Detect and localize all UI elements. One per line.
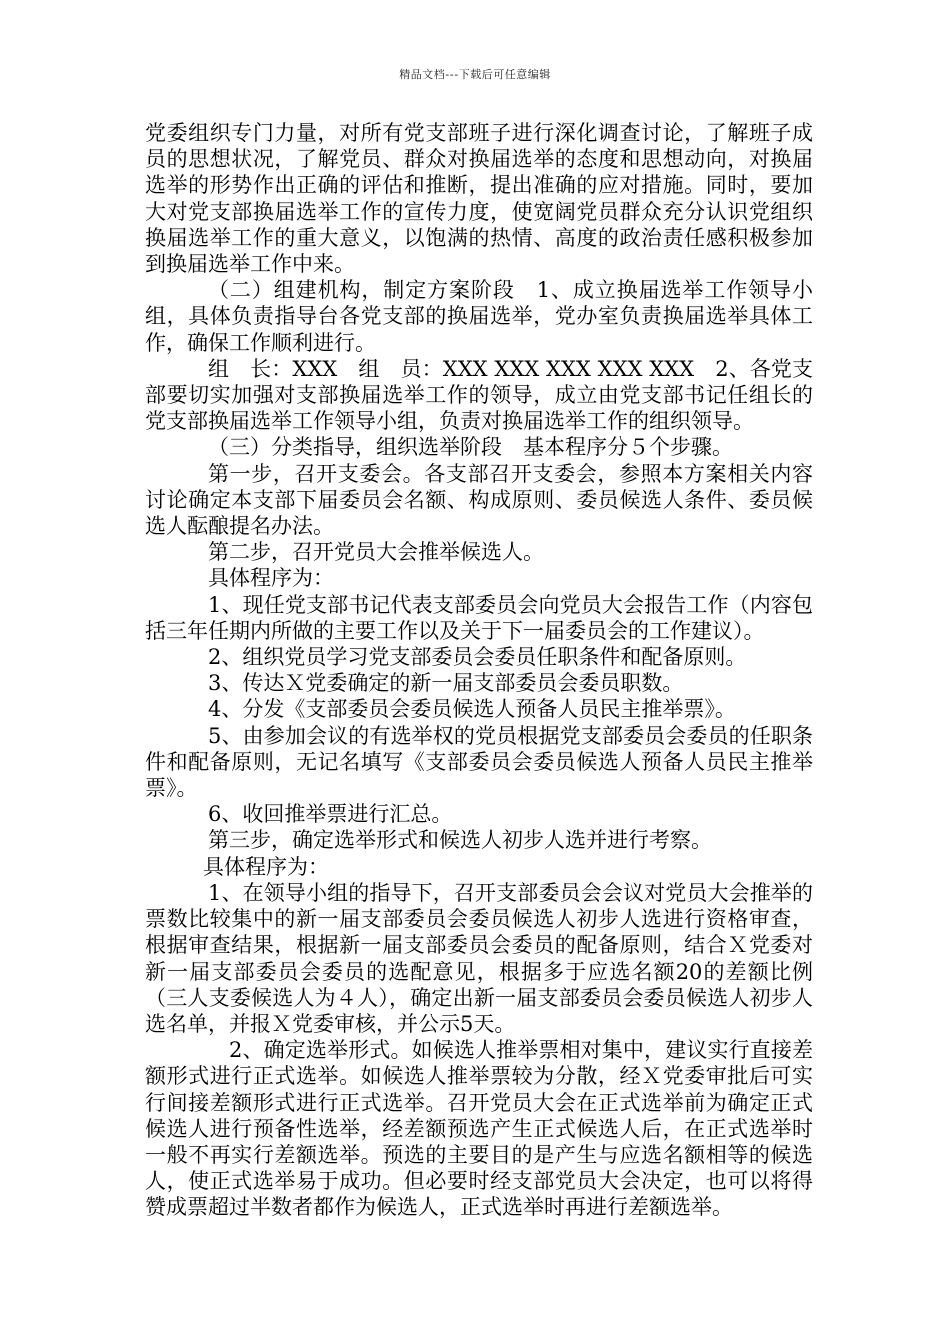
- paragraph: 组 长：XXX 组 员：XXX XXX XXX XXX XXX 2、各党支部要切实加强对支部换届选举工作的领导，成立由党支部书记任组长的党支部换届选举工作领导小组，负责对换届选举工作的组织领导。: [145, 356, 813, 434]
- paragraph: （三）分类指导，组织选举阶段 基本程序分５个步骤。: [208, 435, 733, 460]
- paragraph: 1、现任党支部书记代表支部委员会向党员大会报告工作（内容包括三年任期内所做的主要工作以及关于下一届委员会的工作建议）。: [145, 592, 813, 643]
- paragraph: 5、由参加会议的有选举权的党员根据党支部委员会委员的任职条件和配备原则，无记名填写《支部委员会委员候选人预备人员民主推举票》。: [145, 723, 813, 801]
- paragraph: 第二步，召开党员大会推举候选人。: [208, 540, 544, 565]
- paragraph: 第三步，确定选举形式和候选人初步人选并进行考察。: [208, 828, 712, 853]
- paragraph: 6、收回推举票进行汇总。: [208, 802, 453, 827]
- paragraph: 2、确定选举形式。如候选人推举票相对集中，建议实行直接差额形式进行正式选举。如候选人推举票较为分散，经Ｘ党委审批后可实行间接差额形式进行正式选举。召开党员大会在正式选举前为确定正式候选人进行预备性选举，经差额预选产生正式候选人后，在正式选举时一般不再实行差额选举。预选的主要目的是产生与应选名额相等的候选人，使正式选举易于成功。但必要时经支部党员大会决定，也可以将得赞成票超过半数者都作为候选人，正式选举时再进行差额选举。: [145, 1038, 813, 1220]
- document-body: [145, 120, 813, 1221]
- paragraph: 党委组织专门力量，对所有党支部班子进行深化调查讨论，了解班子成员的思想状况，了解党员、群众对换届选举的态度和思想动向，对换届选举的形势作出正确的评估和推断，提出准确的应对措施。同时，要加大对党支部换届选举工作的宣传力度，使宽阔党员群众充分认识党组织换届选举工作的重大意义，以饱满的热情、高度的政治责任感积极参加到换届选举工作中来。: [145, 121, 813, 277]
- paragraph: 2、组织党员学习党支部委员会委员任职条件和配备原则。: [208, 645, 747, 670]
- paragraph: 具体程序为：: [203, 854, 329, 879]
- paragraph: 1、在领导小组的指导下，召开支部委员会会议对党员大会推举的票数比较集中的新一届支部委员会委员候选人初步人选进行资格审查，根据审查结果，根据新一届支部委员会委员的配备原则，结合Ｘ党委对新一届支部委员会委员的选配意见，根据多于应选名额20的差额比例（三人支委候选人为４人），确定出新一届支部委员会委员候选人初步人选名单，并报Ｘ党委审核，并公示5天。: [145, 880, 813, 1036]
- paragraph: 第一步，召开支委会。各支部召开支委会，参照本方案相关内容讨论确定本支部下届委员会名额、构成原则、委员候选人条件、委员候选人酝酿提名办法。: [145, 461, 813, 539]
- paragraph: 具体程序为：: [208, 566, 334, 591]
- paragraph: 4、分发《支部委员会委员候选人预备人员民主推举票》。: [208, 697, 736, 722]
- paragraph: （二）组建机构，制定方案阶段 1、成立换届选举工作领导小组，具体负责指导台各党支部的换届选举，党办室负责换届选举具体工作，确保工作顺利进行。: [145, 278, 813, 355]
- page-header: 精品文档---下载后可任意编辑: [399, 68, 551, 81]
- paragraph: 3、传达Ｘ党委确定的新一届支部委员会委员职数。: [208, 671, 684, 696]
